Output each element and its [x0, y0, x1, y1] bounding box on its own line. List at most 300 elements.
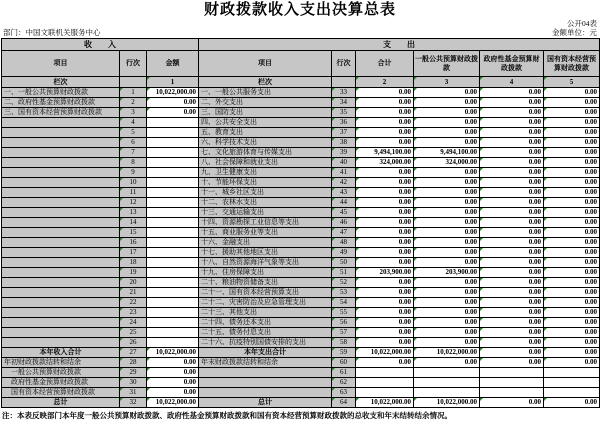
expense-govt-fund-cell: 0.00 — [480, 118, 544, 128]
expense-line-cell: 37 — [332, 128, 356, 138]
income-item-cell — [2, 218, 120, 228]
income-amount-cell — [147, 258, 199, 268]
expense-state-capital-cell: 0.00 — [544, 268, 600, 278]
expense-item-cell: 二十四、债务还本支出 — [199, 318, 332, 328]
income-item-cell — [2, 338, 120, 348]
income-line-cell: 21 — [120, 288, 147, 298]
expense-line-cell: 33 — [332, 88, 356, 98]
expense-state-capital-cell: 0.00 — [544, 118, 600, 128]
expense-state-capital-cell: 0.00 — [544, 338, 600, 348]
unit-label: 金额单位：元 — [552, 28, 597, 37]
expense-state-capital-cell — [544, 368, 600, 378]
table-row — [2, 258, 600, 268]
expense-item-cell: 五、教育支出 — [199, 128, 332, 138]
expense-item-cell: 年末财政拨款结转和结余 — [199, 358, 332, 368]
expense-general-budget-cell: 0.00 — [414, 88, 480, 98]
table-row — [2, 128, 600, 138]
expense-general-budget-cell: 0.00 — [414, 198, 480, 208]
expense-line-cell: 36 — [332, 118, 356, 128]
income-line-cell: 13 — [120, 208, 147, 218]
expense-total-cell: 0.00 — [356, 108, 414, 118]
lanci-label-income: 栏次 — [2, 77, 120, 88]
table-row — [2, 98, 600, 108]
expense-general-budget-cell: 324,000.00 — [414, 158, 480, 168]
table-row — [2, 398, 600, 408]
income-amount-cell — [147, 338, 199, 348]
lanci-blank-income — [120, 77, 147, 88]
income-line-cell: 26 — [120, 338, 147, 348]
expense-govt-fund-cell: 0.00 — [480, 188, 544, 198]
col-header-item-income: 项目 — [2, 51, 120, 77]
table-row — [2, 238, 600, 248]
expense-item-cell: 二十五、债务付息支出 — [199, 328, 332, 338]
expense-line-cell: 58 — [332, 338, 356, 348]
lanci-label-expense: 栏次 — [199, 77, 332, 88]
expense-item-cell — [199, 388, 332, 398]
expense-total-cell: 324,000.00 — [356, 158, 414, 168]
expense-govt-fund-cell: 0.00 — [480, 128, 544, 138]
expense-total-cell: 0.00 — [356, 288, 414, 298]
expense-total-cell: 0.00 — [356, 358, 414, 368]
lanci-col-4: 4 — [480, 77, 544, 88]
expense-band: 支 出 — [199, 39, 600, 51]
income-item-cell: 年初财政拨款结转和结余 — [2, 358, 120, 368]
income-line-cell: 9 — [120, 168, 147, 178]
expense-item-cell: 十三、交通运输支出 — [199, 208, 332, 218]
expense-govt-fund-cell: 0.00 — [480, 358, 544, 368]
table-row — [2, 338, 600, 348]
expense-item-cell: 十七、援助其他地区支出 — [199, 248, 332, 258]
expense-line-cell: 42 — [332, 178, 356, 188]
income-amount-cell: 0.00 — [147, 368, 199, 378]
expense-total-cell: 10,022,000.00 — [356, 398, 414, 408]
income-amount-cell — [147, 198, 199, 208]
income-line-cell: 1 — [120, 88, 147, 98]
lanci-row — [2, 77, 600, 88]
income-band: 收 入 — [2, 39, 199, 51]
lanci-col-2: 2 — [356, 77, 414, 88]
expense-govt-fund-cell: 0.00 — [480, 88, 544, 98]
expense-govt-fund-cell: 0.00 — [480, 328, 544, 338]
table-row — [2, 208, 600, 218]
income-item-cell — [2, 248, 120, 258]
income-line-cell: 5 — [120, 128, 147, 138]
expense-line-cell: 34 — [332, 98, 356, 108]
income-amount-cell — [147, 188, 199, 198]
expense-state-capital-cell: 0.00 — [544, 298, 600, 308]
expense-item-cell: 四、公共安全支出 — [199, 118, 332, 128]
table-row — [2, 158, 600, 168]
income-amount-cell — [147, 318, 199, 328]
table-row — [2, 308, 600, 318]
expense-general-budget-cell: 0.00 — [414, 218, 480, 228]
income-line-cell: 2 — [120, 98, 147, 108]
table-row — [2, 388, 600, 398]
income-item-cell — [2, 258, 120, 268]
table-row — [2, 178, 600, 188]
expense-state-capital-cell: 0.00 — [544, 238, 600, 248]
expense-item-cell: 二十三、其他支出 — [199, 308, 332, 318]
expense-state-capital-cell: 0.00 — [544, 248, 600, 258]
col-header-item-expense: 项目 — [199, 51, 332, 77]
expense-line-cell: 46 — [332, 218, 356, 228]
expense-item-cell: 二十六、抗疫特别国债安排的支出 — [199, 338, 332, 348]
col-header-line-income: 行次 — [120, 51, 147, 77]
expense-state-capital-cell: 0.00 — [544, 158, 600, 168]
income-line-cell: 11 — [120, 188, 147, 198]
expense-state-capital-cell: 0.00 — [544, 328, 600, 338]
income-line-cell: 3 — [120, 108, 147, 118]
expense-line-cell: 60 — [332, 358, 356, 368]
income-amount-cell — [147, 158, 199, 168]
income-line-cell: 30 — [120, 378, 147, 388]
expense-line-cell: 55 — [332, 308, 356, 318]
expense-line-cell: 39 — [332, 148, 356, 158]
expense-govt-fund-cell: 0.00 — [480, 218, 544, 228]
expense-govt-fund-cell — [480, 378, 544, 388]
income-amount-cell: 10,022,000.00 — [147, 398, 199, 408]
income-amount-cell — [147, 118, 199, 128]
income-line-cell: 8 — [120, 158, 147, 168]
expense-line-cell: 57 — [332, 328, 356, 338]
expense-line-cell: 49 — [332, 248, 356, 258]
expense-general-budget-cell: 0.00 — [414, 118, 480, 128]
income-amount-cell — [147, 308, 199, 318]
income-item-cell: 总计 — [2, 398, 120, 408]
table-row — [2, 168, 600, 178]
table-row — [2, 228, 600, 238]
income-amount-cell — [147, 248, 199, 258]
income-item-cell: 政府性基金预算财政拨款 — [2, 378, 120, 388]
expense-general-budget-cell: 0.00 — [414, 308, 480, 318]
expense-line-cell: 64 — [332, 398, 356, 408]
expense-item-cell: 二十一、国有资本经营预算支出 — [199, 288, 332, 298]
table-row — [2, 88, 600, 98]
income-line-cell: 28 — [120, 358, 147, 368]
table-row — [2, 248, 600, 258]
income-item-cell — [2, 208, 120, 218]
expense-general-budget-cell: 0.00 — [414, 108, 480, 118]
col-header-govt-fund: 政府性基金预算财政拨款 — [480, 51, 544, 77]
section-band-row — [2, 39, 600, 51]
expense-item-cell: 十九、住房保障支出 — [199, 268, 332, 278]
expense-general-budget-cell: 0.00 — [414, 258, 480, 268]
report-title: 财政拨款收入支出决算总表 — [203, 2, 396, 18]
income-item-cell: 本年收入合计 — [2, 348, 120, 358]
expense-line-cell: 50 — [332, 258, 356, 268]
table-row — [2, 358, 600, 368]
col-header-general-budget: 一般公共预算财政拨款 — [414, 51, 480, 77]
income-amount-cell — [147, 208, 199, 218]
expense-line-cell: 47 — [332, 228, 356, 238]
income-line-cell: 17 — [120, 248, 147, 258]
income-item-cell — [2, 238, 120, 248]
expense-state-capital-cell: 0.00 — [544, 188, 600, 198]
expense-total-cell: 0.00 — [356, 278, 414, 288]
table-row — [2, 318, 600, 328]
income-amount-cell: 0.00 — [147, 388, 199, 398]
expense-item-cell: 十四、资源勘探工业信息等支出 — [199, 218, 332, 228]
table-body — [2, 88, 600, 408]
income-item-cell — [2, 138, 120, 148]
table-row — [2, 138, 600, 148]
expense-general-budget-cell — [414, 368, 480, 378]
expense-govt-fund-cell: 0.00 — [480, 238, 544, 248]
expense-item-cell: 十一、城乡社区支出 — [199, 188, 332, 198]
expense-state-capital-cell: 0.00 — [544, 198, 600, 208]
expense-govt-fund-cell: 0.00 — [480, 348, 544, 358]
income-line-cell: 12 — [120, 198, 147, 208]
table-row — [2, 118, 600, 128]
expense-govt-fund-cell: 0.00 — [480, 248, 544, 258]
income-amount-cell — [147, 278, 199, 288]
table-row — [2, 198, 600, 208]
income-line-cell: 7 — [120, 148, 147, 158]
income-item-cell — [2, 188, 120, 198]
expense-govt-fund-cell: 0.00 — [480, 148, 544, 158]
expense-general-budget-cell: 0.00 — [414, 298, 480, 308]
expense-govt-fund-cell: 0.00 — [480, 168, 544, 178]
expense-line-cell: 56 — [332, 318, 356, 328]
expense-line-cell: 51 — [332, 268, 356, 278]
expense-item-cell: 七、文化旅游体育与传媒支出 — [199, 148, 332, 158]
income-item-cell — [2, 268, 120, 278]
income-amount-cell — [147, 298, 199, 308]
expense-govt-fund-cell: 0.00 — [480, 268, 544, 278]
income-line-cell: 29 — [120, 368, 147, 378]
expense-general-budget-cell: 0.00 — [414, 138, 480, 148]
expense-govt-fund-cell: 0.00 — [480, 278, 544, 288]
expense-total-cell: 0.00 — [356, 238, 414, 248]
expense-total-cell: 0.00 — [356, 118, 414, 128]
expense-total-cell: 0.00 — [356, 138, 414, 148]
expense-state-capital-cell — [544, 378, 600, 388]
table-row — [2, 108, 600, 118]
income-amount-cell — [147, 218, 199, 228]
expense-govt-fund-cell: 0.00 — [480, 298, 544, 308]
expense-govt-fund-cell: 0.00 — [480, 158, 544, 168]
expense-total-cell: 0.00 — [356, 198, 414, 208]
income-amount-cell — [147, 288, 199, 298]
income-line-cell: 23 — [120, 308, 147, 318]
expense-line-cell: 52 — [332, 278, 356, 288]
col-header-amount: 金额 — [147, 51, 199, 77]
income-item-cell: 三、国有资本经营预算财政拨款 — [2, 108, 120, 118]
income-amount-cell: 0.00 — [147, 98, 199, 108]
expense-total-cell — [356, 388, 414, 398]
expense-total-cell: 0.00 — [356, 218, 414, 228]
expense-general-budget-cell: 0.00 — [414, 208, 480, 218]
expense-line-cell: 41 — [332, 168, 356, 178]
expense-general-budget-cell: 0.00 — [414, 288, 480, 298]
expense-general-budget-cell — [414, 388, 480, 398]
expense-govt-fund-cell: 0.00 — [480, 138, 544, 148]
income-amount-cell: 10,022,000.00 — [147, 88, 199, 98]
income-item-cell — [2, 118, 120, 128]
expense-total-cell: 0.00 — [356, 258, 414, 268]
income-line-cell: 25 — [120, 328, 147, 338]
expense-state-capital-cell: 0.00 — [544, 178, 600, 188]
expense-state-capital-cell: 0.00 — [544, 398, 600, 408]
expense-general-budget-cell: 0.00 — [414, 328, 480, 338]
expense-item-cell: 十五、商业服务业等支出 — [199, 228, 332, 238]
income-amount-cell: 10,022,000.00 — [147, 348, 199, 358]
expense-state-capital-cell: 0.00 — [544, 168, 600, 178]
expense-total-cell — [356, 378, 414, 388]
expense-govt-fund-cell: 0.00 — [480, 398, 544, 408]
income-line-cell: 14 — [120, 218, 147, 228]
income-line-cell: 10 — [120, 178, 147, 188]
expense-general-budget-cell — [414, 378, 480, 388]
table-row — [2, 218, 600, 228]
expense-total-cell: 0.00 — [356, 318, 414, 328]
expense-state-capital-cell: 0.00 — [544, 138, 600, 148]
expense-line-cell: 63 — [332, 388, 356, 398]
income-item-cell — [2, 178, 120, 188]
expense-general-budget-cell: 10,022,000.00 — [414, 398, 480, 408]
expense-govt-fund-cell: 0.00 — [480, 178, 544, 188]
income-line-cell: 32 — [120, 398, 147, 408]
expense-govt-fund-cell: 0.00 — [480, 318, 544, 328]
expense-govt-fund-cell: 0.00 — [480, 288, 544, 298]
expense-line-cell: 54 — [332, 298, 356, 308]
expense-total-cell: 0.00 — [356, 98, 414, 108]
lanci-col-5: 5 — [544, 77, 600, 88]
expense-line-cell: 48 — [332, 238, 356, 248]
expense-total-cell: 0.00 — [356, 168, 414, 178]
income-line-cell: 4 — [120, 118, 147, 128]
note-text: 注：本表反映部门本年度一般公共预算财政拨款、政府性基金预算财政拨款和国有资本经营预算财政拨款的总收支和年末结转结余情况。 — [2, 411, 452, 420]
expense-general-budget-cell: 0.00 — [414, 228, 480, 238]
expense-total-cell: 9,494,100.00 — [356, 148, 414, 158]
table-row — [2, 188, 600, 198]
income-item-cell — [2, 228, 120, 238]
expense-item-cell: 三、国防支出 — [199, 108, 332, 118]
expense-general-budget-cell: 0.00 — [414, 358, 480, 368]
income-item-cell — [2, 298, 120, 308]
expense-govt-fund-cell: 0.00 — [480, 308, 544, 318]
income-amount-cell — [147, 228, 199, 238]
expense-total-cell: 0.00 — [356, 248, 414, 258]
expense-state-capital-cell: 0.00 — [544, 148, 600, 158]
expense-total-cell: 0.00 — [356, 88, 414, 98]
form-number: 公开04表 — [567, 19, 597, 28]
expense-state-capital-cell: 0.00 — [544, 358, 600, 368]
expense-total-cell: 0.00 — [356, 208, 414, 218]
income-amount-cell: 0.00 — [147, 358, 199, 368]
expense-general-budget-cell: 203,900.00 — [414, 268, 480, 278]
income-item-cell: 一般公共预算财政拨款 — [2, 368, 120, 378]
income-line-cell: 27 — [120, 348, 147, 358]
table-row — [2, 148, 600, 158]
expense-state-capital-cell: 0.00 — [544, 288, 600, 298]
table-row — [2, 348, 600, 358]
income-amount-cell — [147, 238, 199, 248]
expense-item-cell: 二十、粮油物资储备支出 — [199, 278, 332, 288]
expense-item-cell: 十二、农林水支出 — [199, 198, 332, 208]
expense-item-cell: 九、卫生健康支出 — [199, 168, 332, 178]
expense-general-budget-cell: 0.00 — [414, 178, 480, 188]
expense-govt-fund-cell: 0.00 — [480, 338, 544, 348]
income-item-cell — [2, 278, 120, 288]
column-header-row — [2, 51, 600, 77]
expense-line-cell: 35 — [332, 108, 356, 118]
expense-general-budget-cell: 0.00 — [414, 128, 480, 138]
table-row — [2, 368, 600, 378]
expense-state-capital-cell: 0.00 — [544, 308, 600, 318]
expense-line-cell: 62 — [332, 378, 356, 388]
expense-line-cell: 59 — [332, 348, 356, 358]
table-row — [2, 328, 600, 338]
income-line-cell: 6 — [120, 138, 147, 148]
expense-general-budget-cell: 0.00 — [414, 248, 480, 258]
income-amount-cell — [147, 268, 199, 278]
income-amount-cell: 0.00 — [147, 108, 199, 118]
expense-total-cell: 203,900.00 — [356, 268, 414, 278]
expense-govt-fund-cell — [480, 388, 544, 398]
income-line-cell: 24 — [120, 318, 147, 328]
expense-general-budget-cell: 0.00 — [414, 338, 480, 348]
table-row — [2, 288, 600, 298]
expense-general-budget-cell: 0.00 — [414, 278, 480, 288]
income-line-cell: 19 — [120, 268, 147, 278]
expense-item-cell: 六、科学技术支出 — [199, 138, 332, 148]
expense-total-cell: 0.00 — [356, 128, 414, 138]
income-amount-cell — [147, 168, 199, 178]
lanci-col-1: 1 — [147, 77, 199, 88]
expense-general-budget-cell: 10,022,000.00 — [414, 348, 480, 358]
department-label: 部门：中国文联机关服务中心 — [3, 28, 101, 37]
expense-total-cell: 0.00 — [356, 308, 414, 318]
income-item-cell — [2, 198, 120, 208]
expense-total-cell: 10,022,000.00 — [356, 348, 414, 358]
expense-state-capital-cell: 0.00 — [544, 258, 600, 268]
income-amount-cell — [147, 148, 199, 158]
expense-govt-fund-cell: 0.00 — [480, 228, 544, 238]
expense-govt-fund-cell: 0.00 — [480, 98, 544, 108]
expense-general-budget-cell: 0.00 — [414, 238, 480, 248]
expense-item-cell: 总计 — [199, 398, 332, 408]
income-amount-cell: 0.00 — [147, 378, 199, 388]
expense-state-capital-cell: 0.00 — [544, 208, 600, 218]
expense-govt-fund-cell: 0.00 — [480, 258, 544, 268]
expense-total-cell: 0.00 — [356, 328, 414, 338]
expense-govt-fund-cell: 0.00 — [480, 198, 544, 208]
expense-govt-fund-cell — [480, 368, 544, 378]
expense-item-cell: 十、节能环保支出 — [199, 178, 332, 188]
income-amount-cell — [147, 178, 199, 188]
table-row — [2, 298, 600, 308]
expense-item-cell — [199, 368, 332, 378]
col-header-total: 合计 — [356, 51, 414, 77]
income-item-cell: 一、一般公共预算财政拨款 — [2, 88, 120, 98]
expense-line-cell: 44 — [332, 198, 356, 208]
expense-general-budget-cell: 0.00 — [414, 168, 480, 178]
expense-govt-fund-cell: 0.00 — [480, 208, 544, 218]
table-row — [2, 378, 600, 388]
expense-item-cell: 十六、金融支出 — [199, 238, 332, 248]
income-item-cell: 二、政府性基金预算财政拨款 — [2, 98, 120, 108]
income-item-cell: 国有资本经营预算财政拨款 — [2, 388, 120, 398]
income-item-cell — [2, 328, 120, 338]
expense-total-cell: 0.00 — [356, 188, 414, 198]
expense-state-capital-cell: 0.00 — [544, 88, 600, 98]
income-line-cell: 20 — [120, 278, 147, 288]
expense-state-capital-cell: 0.00 — [544, 348, 600, 358]
meta-row — [1, 28, 599, 38]
income-item-cell — [2, 308, 120, 318]
col-header-line-expense: 行次 — [332, 51, 356, 77]
